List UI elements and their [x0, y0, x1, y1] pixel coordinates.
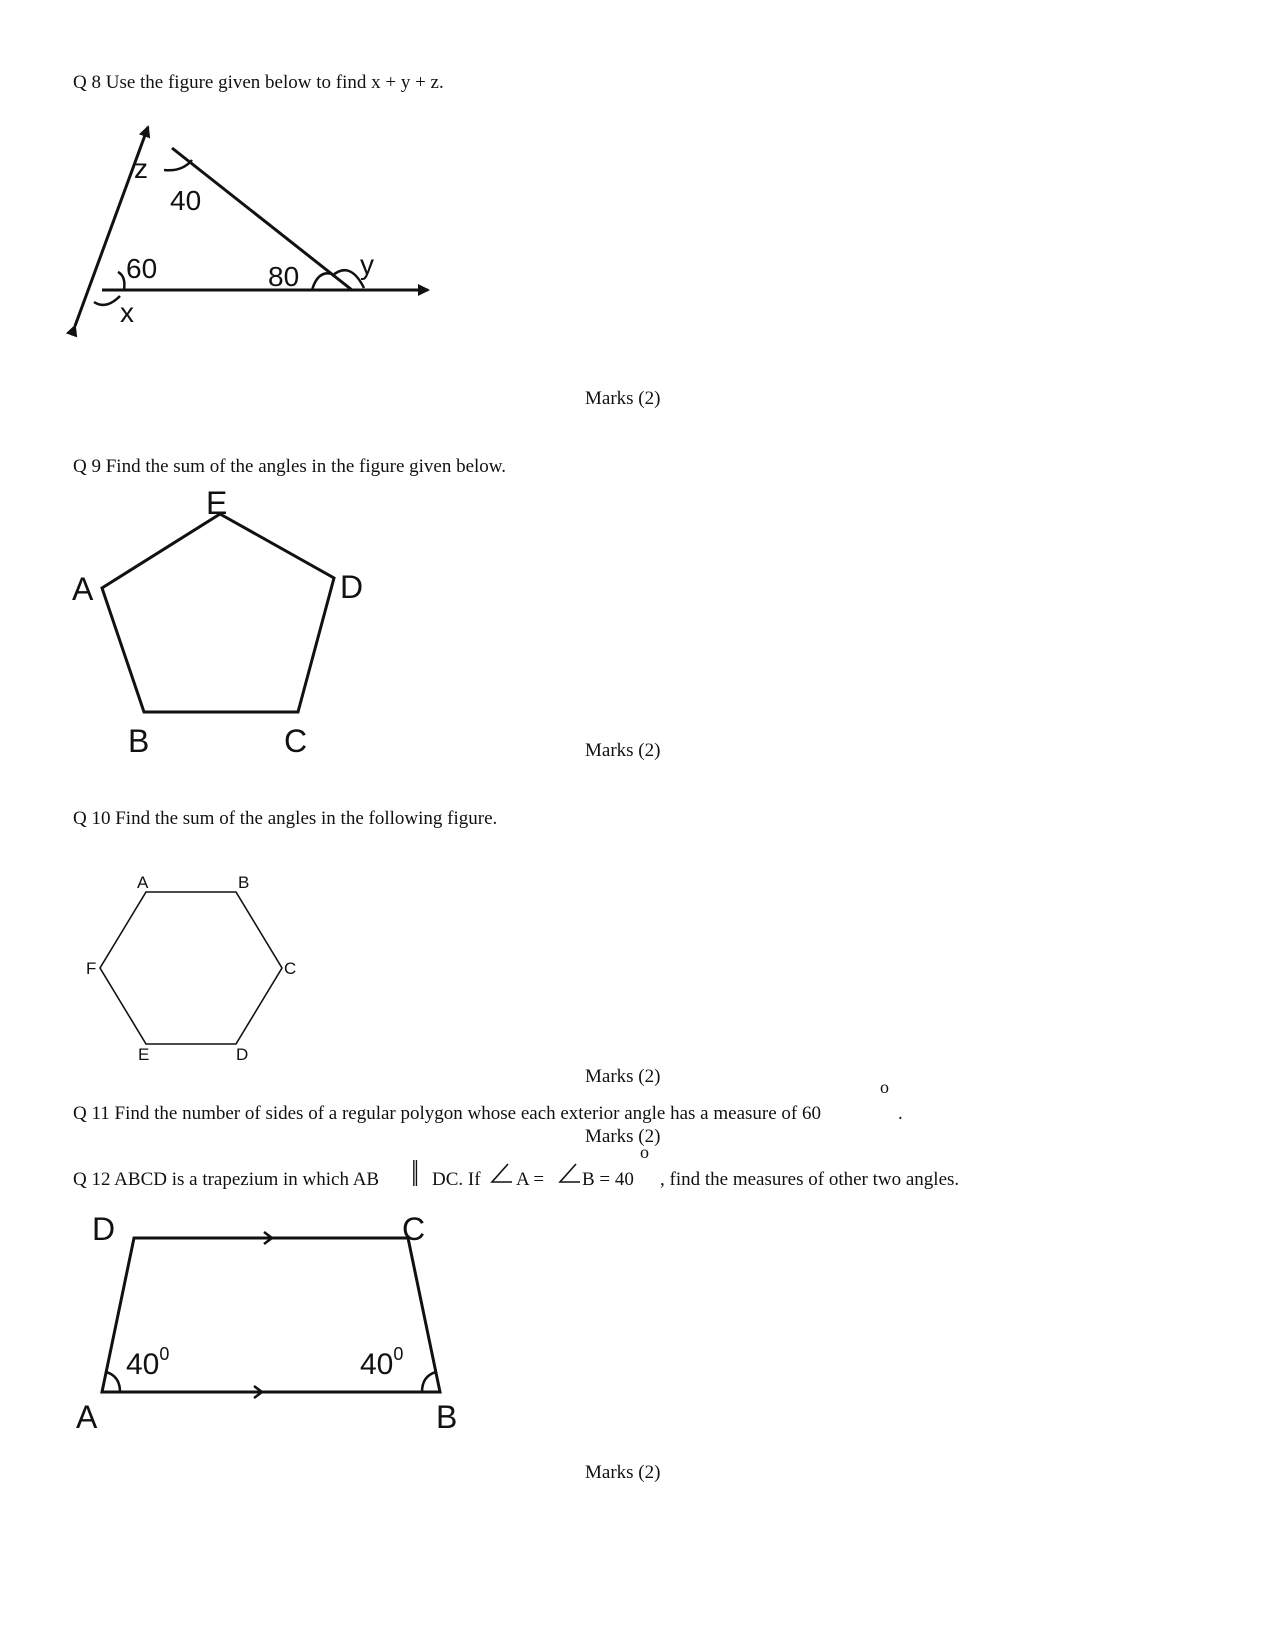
- q11-question: Q 11 Find the number of sides of a regular polygon whose each exterior angle has a measure of 60: [73, 1103, 821, 1124]
- q11-period: .: [898, 1103, 903, 1124]
- angle-icon: [556, 1162, 582, 1186]
- q9-pentagon-figure: [64, 485, 384, 770]
- q10-question: Q 10 Find the sum of the angles in the following figure.: [73, 808, 498, 829]
- q8-label-80: 80: [268, 261, 300, 292]
- q8-line-right: [172, 148, 352, 290]
- q8-question: Q 8 Use the figure given below to find x + y + z.: [73, 72, 444, 93]
- q9-pentagon: [102, 514, 334, 712]
- q12-question-part1: Q 12 ABCD is a trapezium in which AB: [73, 1169, 380, 1190]
- q8-arc-x: [94, 296, 120, 305]
- q12-question-part2: DC. If: [432, 1169, 481, 1190]
- q11-degree: o: [880, 1077, 889, 1097]
- q8-triangle-figure: [60, 112, 500, 352]
- q8-arc-80: [312, 273, 332, 290]
- angle-icon: [488, 1162, 514, 1186]
- q12-label-A: A: [76, 1399, 98, 1435]
- q8-label-y: y: [360, 249, 374, 280]
- q12-question-part3: , find the measures of other two angles.: [660, 1169, 960, 1190]
- q12-angle-B: B = 40: [582, 1169, 634, 1190]
- q12-angle-A: A =: [516, 1169, 545, 1190]
- q10-label-B: B: [238, 873, 250, 892]
- q12-angle-B-value: 40: [360, 1348, 394, 1381]
- q11-marks: Marks (2): [585, 1126, 661, 1147]
- q12-angle-B-sup: 0: [393, 1344, 404, 1364]
- q12-angle-A-label: [126, 1344, 169, 1381]
- q12-arc-A: [106, 1372, 120, 1392]
- q9-question: Q 9 Find the sum of the angles in the figure given below.: [73, 456, 507, 477]
- q12-marks: Marks (2): [585, 1462, 661, 1483]
- q9-marks: Marks (2): [585, 740, 661, 761]
- q10-label-D: D: [236, 1045, 249, 1064]
- q8-label-40: 40: [170, 185, 202, 216]
- q12-label-C: C: [402, 1211, 426, 1247]
- q9-label-B: B: [128, 723, 150, 759]
- q9-label-C: C: [284, 723, 308, 759]
- q12-trapezium-figure: [70, 1208, 490, 1488]
- q12-parallel-symbol: ||: [411, 1156, 417, 1187]
- q12-label-D: D: [92, 1211, 116, 1247]
- q12-angle-A-sup: 0: [159, 1344, 170, 1364]
- q10-label-A: A: [137, 873, 149, 892]
- q12-arc-B: [422, 1372, 436, 1392]
- q10-label-F: F: [86, 959, 97, 978]
- q12-angle-B-label: [360, 1344, 403, 1381]
- q10-hexagon: [100, 892, 282, 1044]
- q12-angle-A-value: 40: [126, 1348, 160, 1381]
- q10-label-E: E: [138, 1045, 150, 1064]
- q9-label-D: D: [340, 569, 364, 605]
- q10-label-C: C: [284, 959, 297, 978]
- q12-degree: o: [640, 1142, 649, 1162]
- q10-marks: Marks (2): [585, 1066, 661, 1087]
- q8-arc-60: [118, 272, 124, 290]
- q12-label-B: B: [436, 1399, 458, 1435]
- q8-label-60: 60: [126, 253, 158, 284]
- q8-label-z: z: [134, 153, 148, 184]
- q9-label-E: E: [206, 485, 228, 521]
- q9-label-A: A: [72, 571, 94, 607]
- q10-hexagon-figure: [80, 860, 320, 1064]
- q8-label-x: x: [120, 297, 134, 328]
- q8-marks: Marks (2): [585, 388, 661, 409]
